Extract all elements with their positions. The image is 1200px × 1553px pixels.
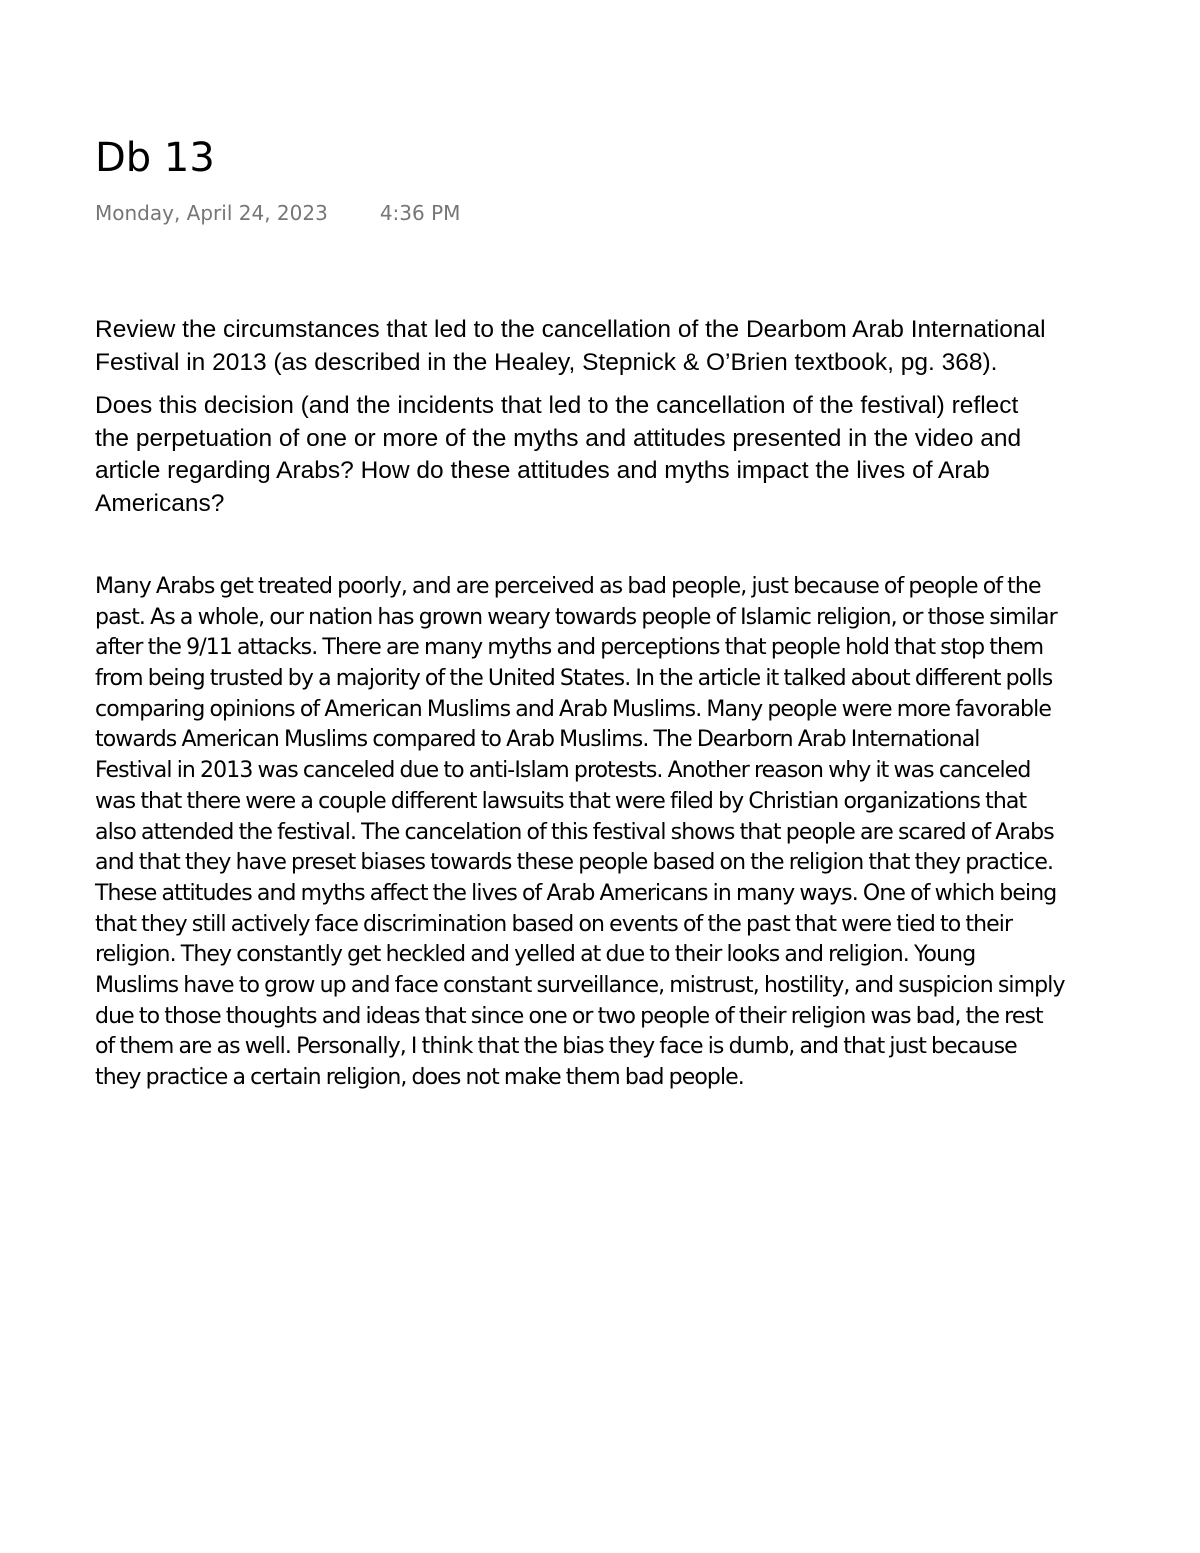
response-line: that they still actively face discrimination based on events of the past that were tied to their [95, 911, 1013, 937]
prompt-line: Americans? [95, 489, 225, 517]
note-time: 4:36 PM [379, 201, 461, 225]
response-line: past. As a whole, our nation has grown weary towards people of Islamic religion, or those similar [95, 604, 1057, 630]
response-line: after the 9/11 attacks. There are many myths and perceptions that people hold that stop them [95, 635, 1044, 661]
prompt-line: article regarding Arabs? How do these attitudes and myths impact the lives of Arab [95, 457, 990, 484]
response-line: Many Arabs get treated poorly, and are perceived as bad people, just because of people of the [95, 574, 1041, 599]
response-line: from being trusted by a majority of the United States. In the article it talked about different polls [95, 666, 1053, 692]
response-line: towards American Muslims compared to Arab Muslims. The Dearborn Arab International [95, 727, 980, 753]
prompt-line: Does this decision (and the incidents that led to the cancellation of the festival) reflect [95, 392, 1019, 419]
assignment-prompt [95, 314, 1200, 520]
note-timestamp [95, 199, 460, 227]
page-title: Db 13 [95, 135, 215, 181]
response-line: of them are as well. Personally, I think that the bias they face is dumb, and that just because [95, 1034, 1017, 1060]
response-line: also attended the festival. The cancelation of this festival shows that people are scared of Arabs [95, 819, 1054, 845]
response-line: religion. They constantly get heckled and yelled at due to their looks and religion. Young [95, 942, 976, 968]
paragraph-spacer [95, 379, 1200, 390]
response-line: due to those thoughts and ideas that since one or two people of their religion was bad, the rest [95, 1003, 1043, 1029]
response-line: and that they have preset biases towards these people based on the religion that they practice. [95, 850, 1054, 876]
response-paragraph [95, 572, 1200, 1094]
response-line: comparing opinions of American Muslims and Arab Muslims. Many people were more favorable [95, 696, 1051, 722]
prompt-line: Review the circumstances that led to the cancellation of the Dearbom Arab International [95, 316, 1046, 343]
response-line: Muslims have to grow up and face constant surveillance, mistrust, hostility, and suspicion simply [95, 972, 1065, 998]
response-line: was that there were a couple different lawsuits that were filed by Christian organizations that [95, 788, 1027, 814]
prompt-line: the perpetuation of one or more of the myths and attitudes presented in the video and [95, 424, 1022, 452]
note-date: Monday, April 24, 2023 [95, 201, 328, 225]
prompt-line: Festival in 2013 (as described in the Healey, Stepnick & O’Brien textbook, pg. 368). [95, 348, 998, 376]
response-line: These attitudes and myths affect the lives of Arab Americans in many ways. One of which being [95, 880, 1057, 906]
response-line: Festival in 2013 was canceled due to anti-Islam protests. Another reason why it was canceled [95, 758, 1031, 784]
response-line: they practice a certain religion, does not make them bad people. [95, 1065, 744, 1090]
